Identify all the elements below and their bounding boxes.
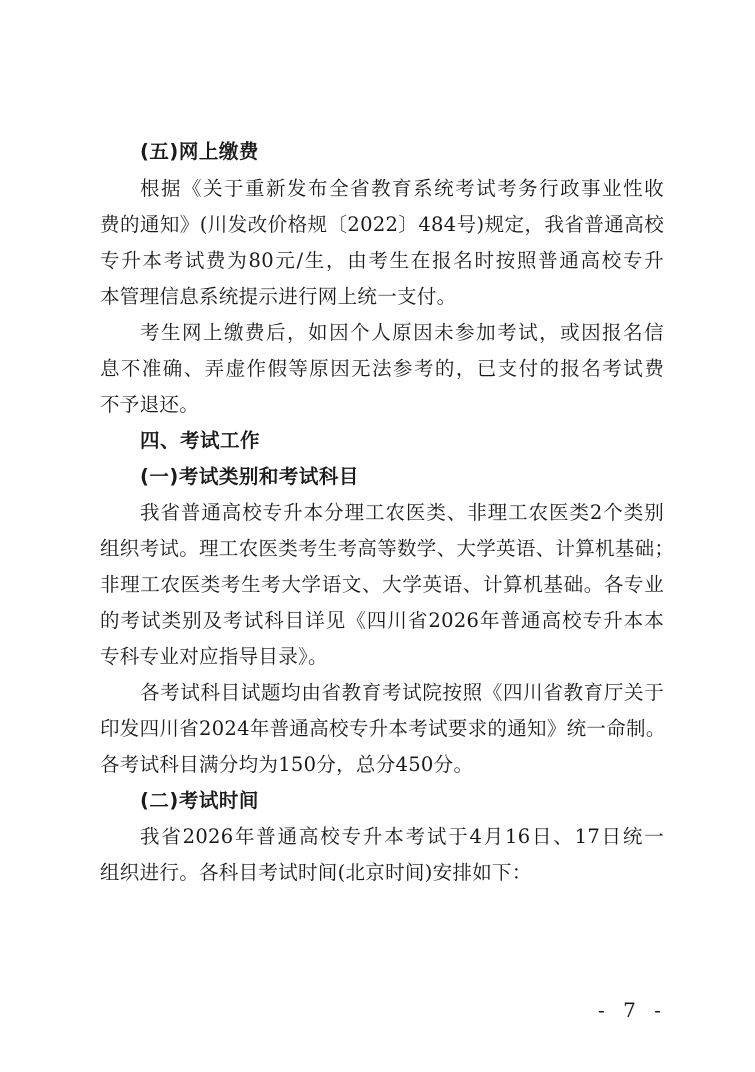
paragraph-line: 根据《关于重新发布全省教育系统考试考务行政事业性收 (140, 177, 664, 200)
paragraph-line: 组织进行。各科目考试时间(北京时间)安排如下： (100, 861, 532, 884)
paragraph-line: 我省2026年普通高校专升本考试于4月16日、17日统一 (140, 825, 664, 848)
section-heading-online-payment: (五)网上缴费 (140, 140, 259, 163)
paragraph-line: 考生网上缴费后，如因个人原因未参加考试，或因报名信 (140, 321, 664, 344)
paragraph-line: 组织考试。理工农医类考生考高等数学、大学英语、计算机基础； (100, 537, 675, 560)
paragraph-line: 印发四川省2024年普通高校专升本考试要求的通知》统一命制。 (100, 717, 666, 740)
paragraph-line: 不予退还。 (100, 393, 200, 416)
paragraph-line: 费的通知》(川发改价格规〔2022〕484号)规定，我省普通高校 (100, 213, 664, 236)
section-heading-exam-work: 四、考试工作 (140, 429, 261, 452)
paragraph-line: 各考试科目满分均为150分，总分450分。 (100, 753, 474, 776)
paragraph-line: 本管理信息系统提示进行网上统一支付。 (100, 285, 457, 308)
paragraph-line: 专科专业对应指导目录》。 (100, 645, 328, 668)
paragraph-line: 的考试类别及考试科目详见《四川省2026年普通高校专升本本 (100, 609, 664, 632)
paragraph-line: 息不准确、弄虚作假等原因无法参考的，已支付的报名考试费 (100, 357, 664, 380)
subsection-heading-exam-categories: (一)考试类别和考试科目 (140, 465, 359, 488)
subsection-heading-exam-time: (二)考试时间 (140, 789, 259, 812)
page-number: - 7 - (598, 998, 667, 1022)
paragraph-line: 专升本考试费为80元/生，由考生在报名时按照普通高校专升 (100, 249, 664, 272)
paragraph-line: 我省普通高校专升本分理工农医类、非理工农医类2个类别 (140, 501, 664, 524)
paragraph-line: 非理工农医类考生考大学语文、大学英语、计算机基础。各专业 (100, 573, 664, 596)
paragraph-line: 各考试科目试题均由省教育考试院按照《四川省教育厅关于 (140, 681, 664, 704)
